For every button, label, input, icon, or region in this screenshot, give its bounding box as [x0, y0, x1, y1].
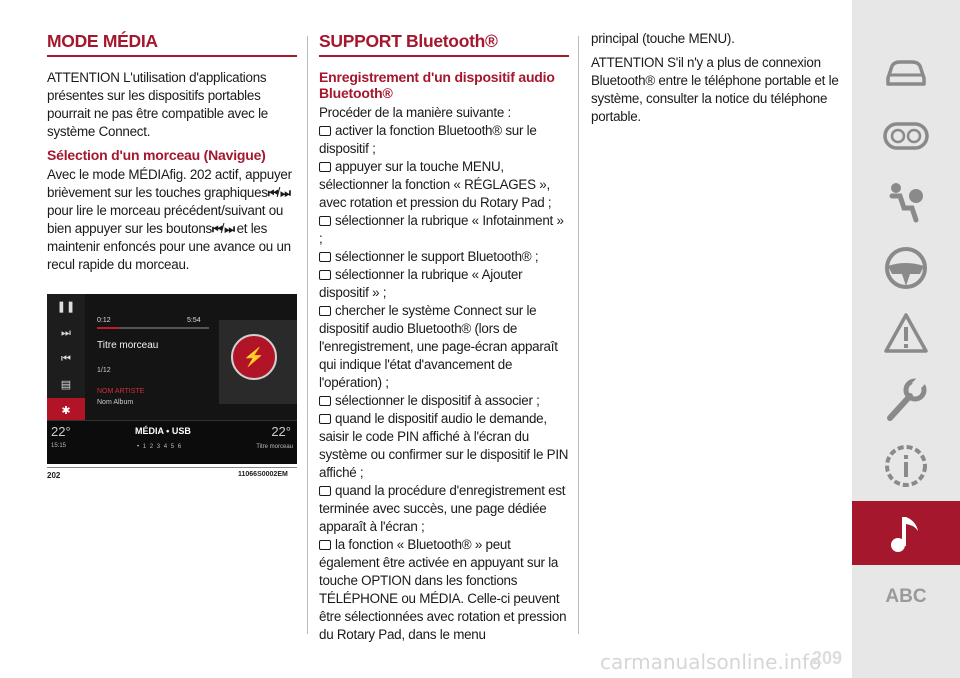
list-item: sélectionner la rubrique « Ajouter dispositif » ;	[319, 267, 523, 300]
attention-paragraph: ATTENTION S'il n'y a plus de connexion Bluetooth® entre le téléphone portable et le système, consulter la notice du téléphone portable.	[591, 55, 839, 124]
library-icon: ▤	[60, 379, 72, 391]
song-title: Titre morceau	[97, 340, 159, 351]
attention-paragraph: ATTENTION L'utilisation d'applications présentes sur les dispositifs portables pourrait ne pas être compatible avec le système Connect.	[47, 70, 268, 139]
artist-name: NOM ARTISTE	[97, 388, 145, 395]
list-item: la fonction « Bluetooth® » peut également être activée en appuyant sur la touche OPTION dans les fonctions TÉLÉPHONE ou MÉDIA. Celle-ci peuvent être sélectionnées avec rotation et pression du Rotary Pad, dans le menu	[319, 537, 567, 642]
clock: 15:15	[51, 443, 67, 449]
album-art	[219, 320, 297, 404]
list-item: appuyer sur la touche MENU, sélectionner la fonction « RÉGLAGES », avec rotation et pression du Rotary Pad ;	[319, 159, 552, 210]
column-divider	[307, 36, 308, 634]
track-number: 1/12	[97, 367, 111, 374]
previous-track-icon: ⏮	[211, 222, 221, 236]
intro-text: Procéder de la manière suivante :	[319, 105, 511, 120]
chapter-nav	[852, 0, 960, 678]
figure-code: 11066S0002EM	[238, 471, 288, 478]
next-track-icon: ⏭	[280, 186, 289, 200]
wrench-icon[interactable]	[882, 376, 930, 424]
dashboard-icon[interactable]	[882, 112, 930, 160]
list-item: activer la fonction Bluetooth® sur le dispositif ;	[319, 123, 537, 156]
abc-index[interactable]: ABC	[885, 586, 927, 607]
bottom-track: Titre morceau	[256, 444, 293, 450]
column-2	[319, 30, 569, 644]
progress-bar	[97, 327, 209, 329]
temp-right: 22°	[271, 424, 291, 439]
track-selection-paragraph: Avec le mode MÉDIAfig. 202 actif, appuyer brièvement sur les touches graphiques⏮/⏭ pour lire le morceau précédent/suivant ou bien appuyer sur les boutons⏮/⏭ et les maintenir enfoncés pour une avance ou un recul rapide du morceau.	[47, 167, 292, 272]
presets: • 1 2 3 4 5 6	[137, 444, 183, 450]
previous-track-icon: ⏮	[267, 186, 277, 200]
elapsed-time: 0:12	[97, 317, 111, 324]
source-mode: MÉDIA • USB	[135, 426, 191, 436]
pause-icon: ❚❚	[56, 301, 76, 313]
watermark: carmanualsonline.info	[600, 650, 822, 674]
subtitle-registration: Enregistrement d'un dispositif audio Bluetooth®	[319, 69, 555, 101]
next-track-icon: ⏭	[61, 327, 71, 339]
list-item: sélectionner le dispositif à associer ;	[319, 392, 569, 410]
media-screen-figure	[47, 294, 297, 464]
music-note-icon[interactable]	[882, 509, 930, 557]
column-3	[591, 30, 841, 126]
warning-icon[interactable]	[882, 310, 930, 358]
status-bar	[47, 420, 297, 464]
album-name: Nom Album	[97, 399, 134, 406]
temp-left: 22°	[51, 424, 71, 439]
airbag-icon[interactable]	[882, 178, 930, 226]
column-1	[47, 30, 297, 274]
list-item: quand la procédure d'enregistrement est terminée avec succès, une page dédiée apparaît à l'écran ;	[319, 483, 566, 534]
total-time: 5:54	[187, 317, 201, 324]
bluetooth-source-icon: ✱	[47, 398, 85, 424]
previous-track-icon: ⏮	[61, 353, 71, 365]
media-sidebar	[47, 294, 85, 424]
list-item: quand le dispositif audio le demande, saisir le code PIN affiché à l'écran du système ou confirmer sur le dispositif le PIN affiché ;	[319, 411, 569, 480]
column-divider	[578, 36, 579, 634]
next-track-icon: ⏭	[224, 222, 234, 236]
list-item: sélectionner le support Bluetooth® ;	[319, 248, 569, 266]
usb-icon: ⚡	[231, 334, 277, 380]
continued-text: principal (touche MENU).	[591, 31, 735, 46]
info-icon[interactable]	[882, 442, 930, 490]
list-item: chercher le système Connect sur le dispositif audio Bluetooth® (lors de l'enregistrement, une page-écran apparaît qui indique l'état d'avancement de l'opération) ;	[319, 303, 558, 390]
figure-number: 202	[47, 471, 61, 480]
caption-rule	[47, 467, 297, 468]
section-title-mode-media: MODE MÉDIA	[47, 30, 297, 57]
section-title-bluetooth: SUPPORT Bluetooth®	[319, 30, 569, 57]
page-number: 209	[812, 648, 843, 668]
steering-wheel-icon[interactable]	[882, 244, 930, 292]
list-item: sélectionner la rubrique « Infotainment » ;	[319, 213, 564, 246]
subtitle-track-selection: Sélection d'un morceau (Navigue)	[47, 147, 266, 163]
car-icon[interactable]	[882, 48, 930, 96]
